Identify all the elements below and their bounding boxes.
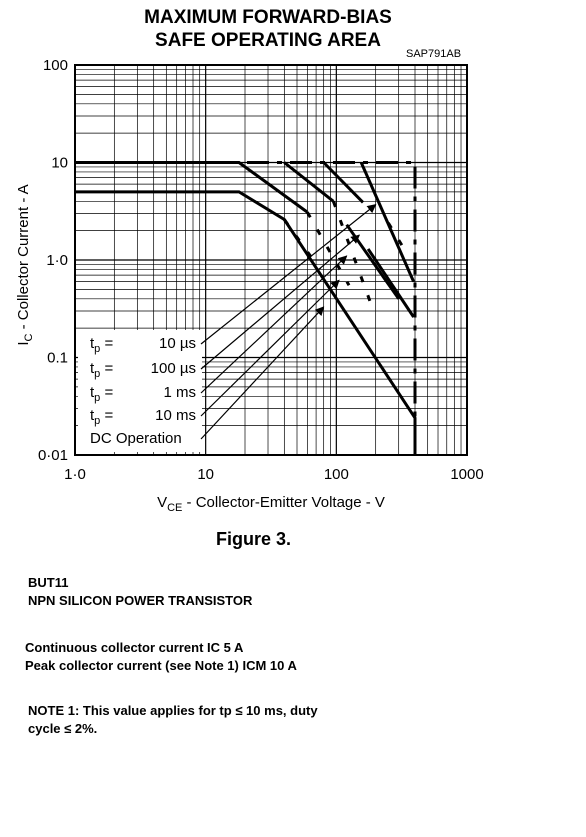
x-axis-label-rest: - Collector-Emitter Voltage - V — [182, 494, 385, 511]
x-tick-label: 10 — [197, 466, 215, 483]
note-line-2: cycle ≤ 2%. — [28, 721, 98, 736]
legend-symbol: t — [90, 407, 95, 424]
x-axis-label-subscript: CE — [167, 502, 183, 514]
legend-entry — [90, 430, 182, 447]
soa-curve — [368, 249, 414, 317]
legend-symbol: t — [90, 360, 95, 377]
chart-title-line-1: MAXIMUM FORWARD-BIAS — [144, 7, 392, 28]
legend-equals: = — [100, 384, 114, 401]
legend-subscript: p — [94, 368, 101, 380]
x-tick-label: 1·0 — [64, 466, 86, 483]
legend-equals: = — [100, 360, 114, 377]
figure-caption: Figure 3. — [216, 529, 292, 549]
y-tick-label: 100 — [42, 57, 68, 74]
legend-equals: = — [100, 407, 114, 424]
y-tick-label: 1·0 — [46, 252, 68, 269]
legend-subscript: p — [94, 392, 101, 404]
legend-value: 1 ms — [163, 384, 196, 401]
legend-label: DC Operation — [90, 430, 182, 447]
soa-curve — [361, 163, 413, 282]
y-axis-label-subscript: C — [23, 333, 35, 342]
part-description: NPN SILICON POWER TRANSISTOR — [28, 593, 253, 608]
legend-symbol: t — [90, 384, 95, 401]
y-axis-label-main: I — [15, 341, 32, 346]
note-line-1: NOTE 1: This value applies for tp ≤ 10 ms, duty — [28, 703, 318, 718]
soa-curve — [284, 163, 333, 202]
legend-subscript: p — [94, 343, 101, 355]
x-tick-label: 1000 — [450, 466, 484, 483]
y-axis-label-rest: - Collector Current - A — [15, 184, 32, 334]
part-number: BUT11 — [28, 575, 69, 590]
legend-subscript: p — [94, 415, 101, 427]
leader-arrow — [201, 280, 339, 416]
y-tick-label: 0.1 — [47, 349, 68, 367]
legend-value: 10 µs — [159, 335, 196, 352]
chart-title-line-2: SAFE OPERATING AREA — [155, 30, 381, 51]
legend-equals: = — [100, 335, 114, 352]
y-tick-label: 10 — [51, 154, 68, 172]
soa-curve — [75, 163, 307, 213]
leader-arrow — [201, 235, 359, 369]
x-axis-label — [157, 494, 385, 514]
y-tick-label: 0·01 — [37, 447, 68, 464]
x-axis-label-main: V — [157, 494, 168, 511]
y-axis-label — [15, 184, 35, 345]
legend-value: 10 ms — [155, 407, 196, 424]
leader-arrow — [201, 307, 324, 439]
figure-code: SAP791AB — [406, 48, 462, 60]
continuous-current-spec: Continuous collector current IC 5 A — [25, 640, 244, 655]
peak-current-spec: Peak collector current (see Note 1) ICM 10 A — [25, 658, 297, 673]
legend-value: 100 µs — [150, 360, 196, 377]
legend-symbol: t — [90, 335, 95, 352]
x-tick-label: 100 — [323, 466, 349, 483]
